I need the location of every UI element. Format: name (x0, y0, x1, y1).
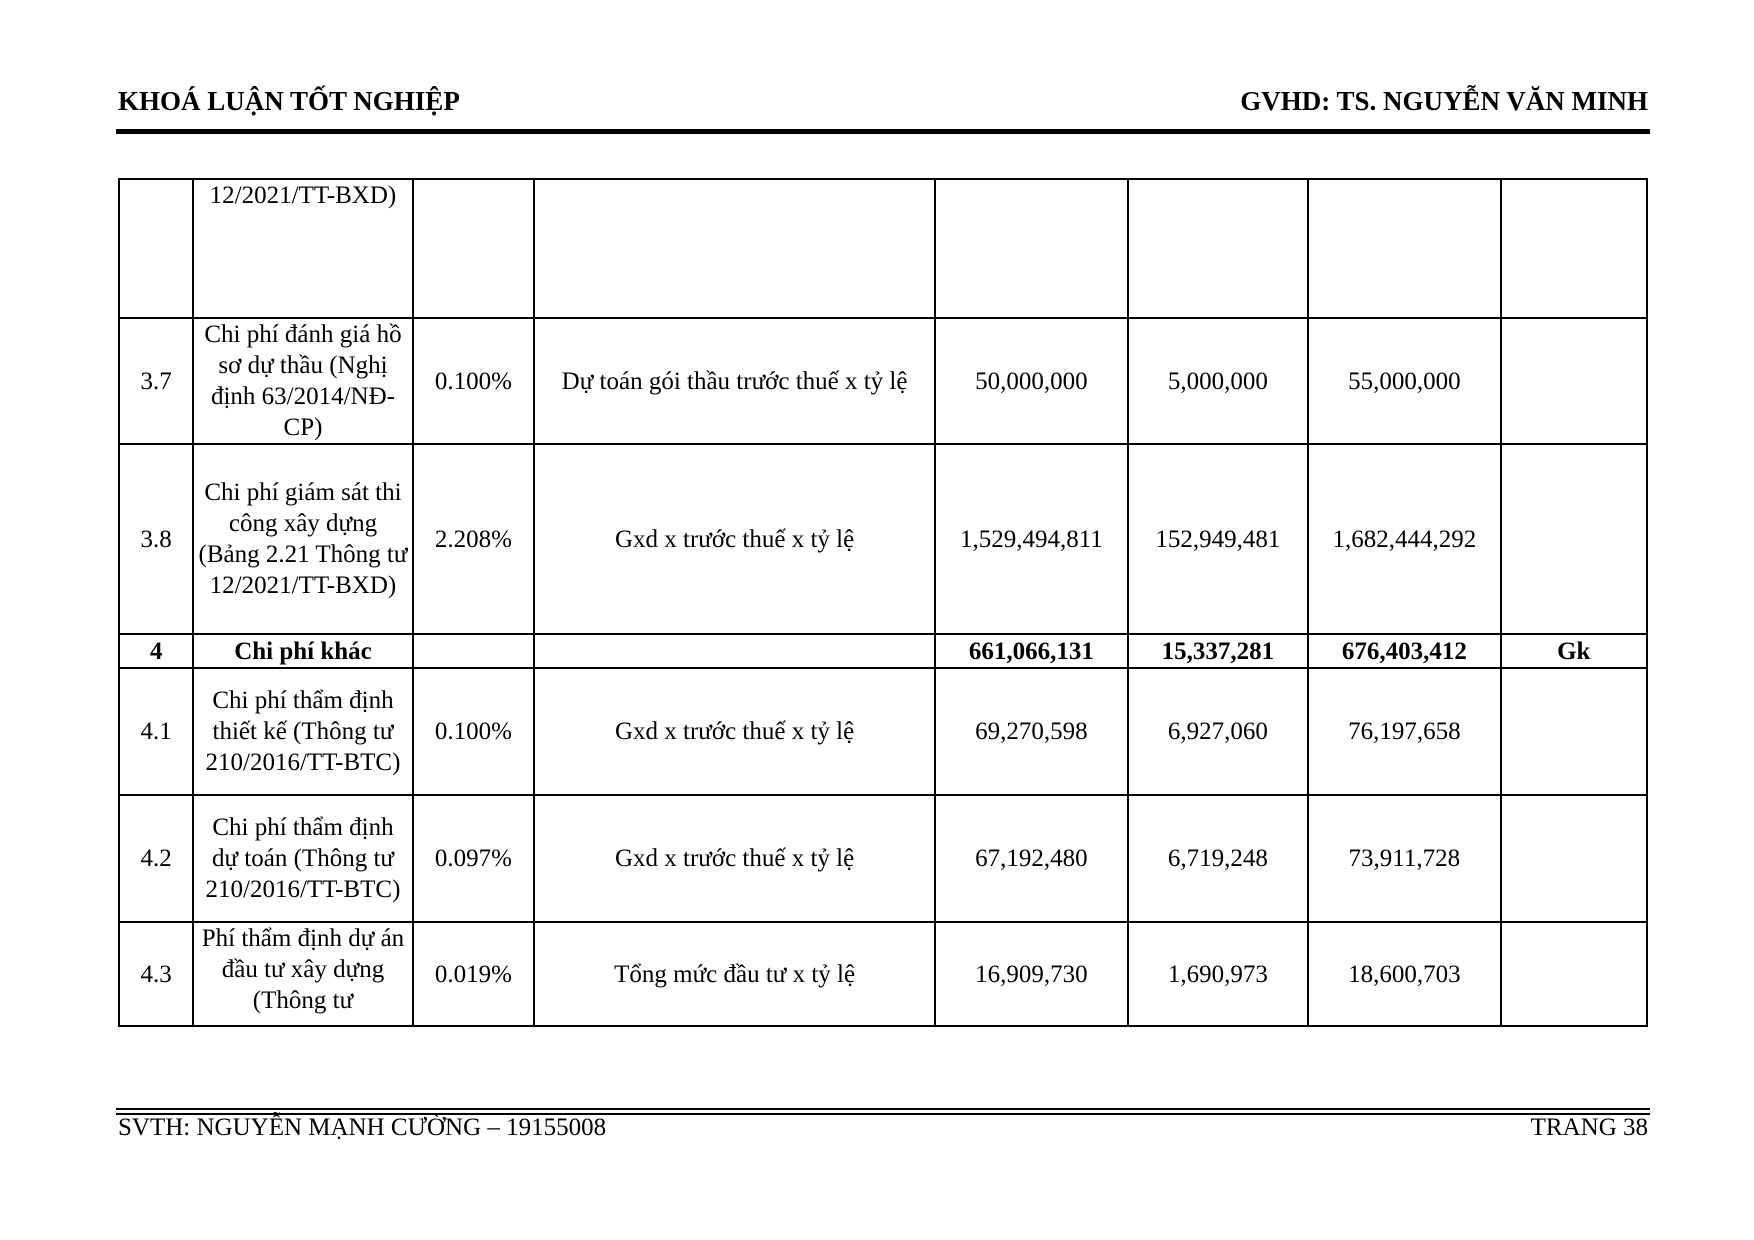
cell-name: Chi phí giám sát thi công xây dựng (Bảng 2.21 Thông tư 12/2021/TT-BXD) (193, 444, 413, 634)
cell-post-tax: 676,403,412 (1308, 634, 1501, 668)
cell-rate: 2.208% (413, 444, 534, 634)
cell-formula: Tổng mức đầu tư x tỷ lệ (534, 922, 935, 1026)
cell-stt (119, 179, 193, 318)
cell-pre-tax: 67,192,480 (935, 795, 1128, 922)
footer-divider-top (116, 1108, 1650, 1110)
cell-vat: 6,719,248 (1128, 795, 1308, 922)
cell-stt: 4 (119, 634, 193, 668)
cell-post-tax: 76,197,658 (1308, 668, 1501, 795)
cell-formula: Gxd x trước thuế x tỷ lệ (534, 668, 935, 795)
table-row-total (119, 634, 1647, 668)
cell-pre-tax: 16,909,730 (935, 922, 1128, 1026)
page-header (118, 86, 1648, 126)
cell-name: Phí thẩm định dự án đầu tư xây dựng (Thông tư (193, 922, 413, 1026)
cell-post-tax: 1,682,444,292 (1308, 444, 1501, 634)
cell-rate (413, 634, 534, 668)
cell-pre-tax: 50,000,000 (935, 318, 1128, 444)
cell-formula: Gxd x trước thuế x tỷ lệ (534, 444, 935, 634)
table-row (119, 179, 1647, 318)
cell-name: 12/2021/TT-BXD) (193, 179, 413, 318)
page-number: TRANG 38 (1530, 1114, 1648, 1141)
cell-post-tax (1308, 179, 1501, 318)
cell-pre-tax: 69,270,598 (935, 668, 1128, 795)
cell-formula (534, 634, 935, 668)
cell-pre-tax: 1,529,494,811 (935, 444, 1128, 634)
thesis-title: KHOÁ LUẬN TỐT NGHIỆP (118, 86, 460, 116)
table-row (119, 444, 1647, 634)
cell-vat: 15,337,281 (1128, 634, 1308, 668)
cell-formula (534, 179, 935, 318)
cell-symbol (1501, 179, 1647, 318)
cell-symbol (1501, 318, 1647, 444)
table-row (119, 922, 1647, 1026)
cell-rate: 0.097% (413, 795, 534, 922)
cell-stt: 4.3 (119, 922, 193, 1026)
cell-formula: Gxd x trước thuế x tỷ lệ (534, 795, 935, 922)
cell-pre-tax (935, 179, 1128, 318)
cell-symbol (1501, 922, 1647, 1026)
cell-symbol (1501, 795, 1647, 922)
cell-stt: 3.8 (119, 444, 193, 634)
cell-name: Chi phí đánh giá hồ sơ dự thầu (Nghị định 63/2014/NĐ-CP) (193, 318, 413, 444)
cell-vat: 6,927,060 (1128, 668, 1308, 795)
supervisor-name: GVHD: TS. NGUYỄN VĂN MINH (1240, 86, 1648, 116)
cell-vat: 5,000,000 (1128, 318, 1308, 444)
cell-name: Chi phí thẩm định dự toán (Thông tư 210/2016/TT-BTC) (193, 795, 413, 922)
cell-post-tax: 55,000,000 (1308, 318, 1501, 444)
cell-vat (1128, 179, 1308, 318)
cell-rate: 0.100% (413, 318, 534, 444)
page-footer (118, 1114, 1648, 1148)
cost-table (118, 178, 1648, 1027)
cell-stt: 3.7 (119, 318, 193, 444)
cell-symbol: Gk (1501, 634, 1647, 668)
cell-rate (413, 179, 534, 318)
cell-post-tax: 73,911,728 (1308, 795, 1501, 922)
table-row (119, 318, 1647, 444)
table-row (119, 668, 1647, 795)
cell-stt: 4.1 (119, 668, 193, 795)
cell-name: Chi phí thẩm định thiết kế (Thông tư 210/2016/TT-BTC) (193, 668, 413, 795)
cell-rate: 0.019% (413, 922, 534, 1026)
cell-pre-tax: 661,066,131 (935, 634, 1128, 668)
cell-stt: 4.2 (119, 795, 193, 922)
cell-symbol (1501, 668, 1647, 795)
cell-symbol (1501, 444, 1647, 634)
cell-rate: 0.100% (413, 668, 534, 795)
table-row (119, 795, 1647, 922)
cell-vat: 152,949,481 (1128, 444, 1308, 634)
cell-formula: Dự toán gói thầu trước thuế x tỷ lệ (534, 318, 935, 444)
student-name: SVTH: NGUYỄN MẠNH CƯỜNG – 19155008 (118, 1114, 607, 1141)
header-divider (116, 129, 1650, 134)
cell-vat: 1,690,973 (1128, 922, 1308, 1026)
cell-post-tax: 18,600,703 (1308, 922, 1501, 1026)
cell-name: Chi phí khác (193, 634, 413, 668)
